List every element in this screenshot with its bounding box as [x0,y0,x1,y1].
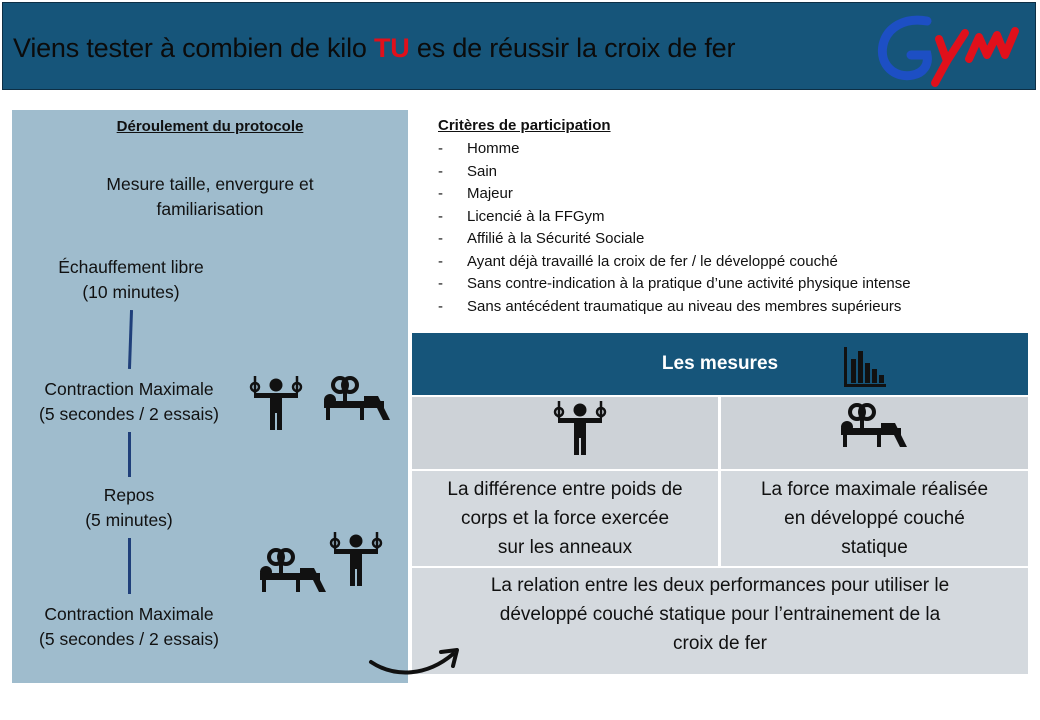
criteria-item: - Sain [438,161,911,184]
step-rest-line2: (5 minutes) [85,510,173,530]
bar-chart-icon [842,345,888,389]
step-contraction-1 [22,377,236,427]
bench-press-icon [256,548,328,594]
measure-relation-line: développé couché statique pour l’entrainement de la [499,604,941,625]
bench-press-icon [837,403,909,449]
gymnast-rings-icon [552,399,608,457]
title-part-2: es de réussir la croix de fer [409,33,736,63]
measure-bench-cell [721,471,1028,566]
measure-bench-text [721,475,1028,562]
ffgym-logo [865,9,1025,89]
measure-relation-line: croix de fer [673,633,767,654]
measure-bench-line: en développé couché [784,508,965,529]
measures-table [412,333,1028,674]
criteria-list [438,138,911,318]
step-warmup [22,255,240,305]
title-highlight: TU [374,33,410,63]
gymnast-rings-icon [248,374,304,432]
step-rest-line1: Repos [103,485,155,505]
criteria-item: - Majeur [438,183,911,206]
step-warmup-line1: Échauffement libre [58,257,204,277]
measure-rings-line: sur les anneaux [497,537,633,558]
measures-header [412,333,1028,395]
step-warmup-line2: (10 minutes) [82,282,180,302]
timeline-connector [128,538,131,594]
measure-rings-line: La différence entre poids de [447,479,683,500]
measures-title: Les mesures [661,353,779,374]
rings-icon-cell [412,397,718,469]
measure-bench-line: La force maximale réalisée [760,479,989,500]
step-measure-line2: familiarisation [156,199,264,219]
measure-rings-cell [412,471,718,566]
measure-relation-text [412,571,1028,658]
bench-press-icon [320,376,392,422]
criteria-item: - Homme [438,138,911,161]
protocol-title: Déroulement du protocole [116,118,304,135]
measure-relation-line: La relation entre les deux performances pour utiliser le [490,575,950,596]
step-measure-line1: Mesure taille, envergure et [106,174,314,194]
gymnast-rings-icon [328,530,384,588]
step-contraction2-line2: (5 secondes / 2 essais) [39,629,219,649]
step-contraction2-line1: Contraction Maximale [44,604,214,624]
protocol-panel [12,110,408,683]
curved-arrow-icon [365,642,465,682]
criteria-title: Critères de participation [438,117,611,134]
criteria-section [438,117,911,318]
step-rest [22,483,236,533]
step-contraction1-line2: (5 secondes / 2 essais) [39,404,219,424]
measure-bench-line: statique [841,537,908,558]
criteria-item: - Affilié à la Sécurité Sociale [438,228,911,251]
measure-rings-text [412,475,718,562]
measure-relation-cell [412,568,1028,674]
page-title [13,33,735,64]
step-contraction1-line1: Contraction Maximale [44,379,214,399]
criteria-item: - Licencié à la FFGym [438,206,911,229]
step-measure [72,172,348,222]
timeline-connector [128,310,133,369]
bench-icon-cell [721,397,1028,469]
step-contraction-2 [22,602,236,652]
measure-rings-line: corps et la force exercée [460,508,670,529]
criteria-item: - Sans antécédent traumatique au niveau des membres supérieurs [438,296,911,319]
criteria-item: - Ayant déjà travaillé la croix de fer / le développé couché [438,251,911,274]
title-part-1: Viens tester à combien de kilo [13,33,375,63]
header-banner [2,2,1036,90]
criteria-item: - Sans contre-indication à la pratique d’une activité physique intense [438,273,911,296]
timeline-connector [128,432,131,477]
